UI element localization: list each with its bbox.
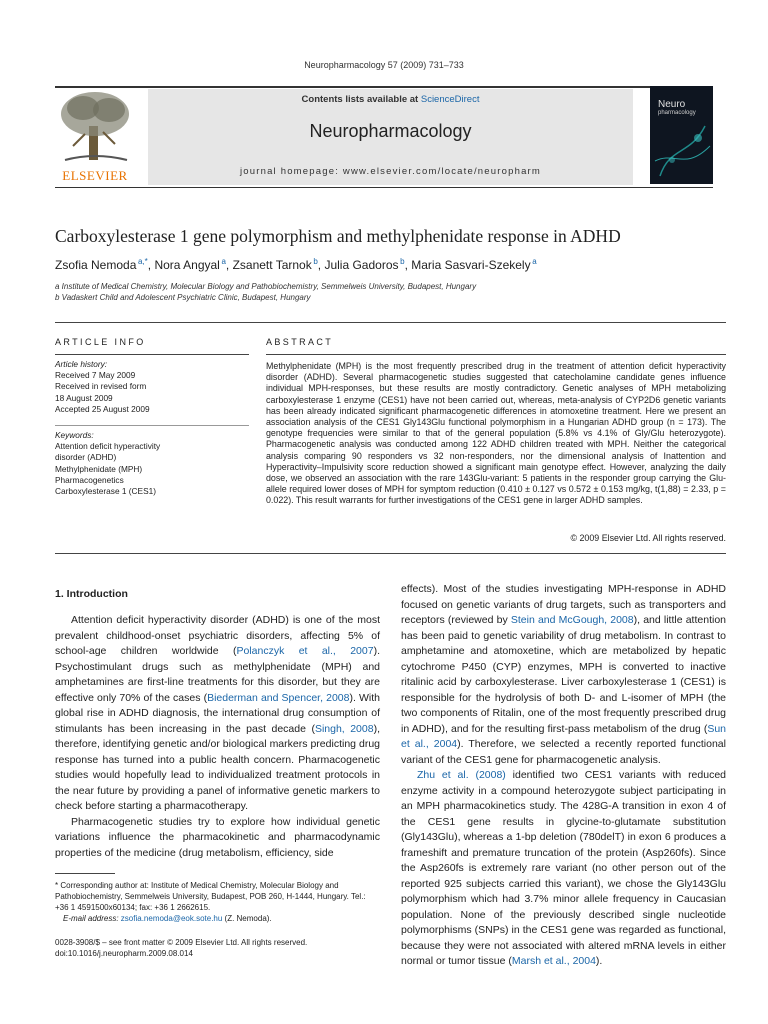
author-affiliation-mark[interactable]: a — [221, 257, 226, 266]
contents-line — [148, 94, 633, 105]
section-heading-introduction: 1. Introduction — [55, 588, 128, 600]
email-suffix: (Z. Nemoda). — [222, 914, 272, 923]
keywords-block — [55, 430, 249, 497]
author-affiliation-mark[interactable]: b — [400, 257, 405, 266]
author-affiliation-mark[interactable]: b — [313, 257, 318, 266]
email-link[interactable]: zsofia.nemoda@eok.sote.hu — [120, 914, 223, 923]
article-info-heading: ARTICLE INFO — [55, 337, 146, 347]
running-head: Neuropharmacology 57 (2009) 731–733 — [304, 60, 464, 70]
author-affiliation-mark[interactable]: a — [532, 257, 537, 266]
keyword: Methylphenidate (MPH) — [55, 463, 143, 474]
journal-name: Neuropharmacology — [309, 121, 472, 141]
cover-title-neuro: Neuro — [658, 99, 686, 110]
footnote-rule — [55, 873, 115, 874]
author-name[interactable]: Maria Sasvari-Szekely — [411, 258, 531, 272]
issn-line: 0028-3908/$ – see front matter © 2009 Elsevier Ltd. All rights reserved. — [55, 938, 308, 947]
abstract-bottom-rule — [55, 553, 726, 554]
history-line: 18 August 2009 — [55, 392, 113, 403]
text-run: Attention deficit hyperactivity disorder (ADHD) is one of the most prevalent childhood-onset psychiatric disorders, affecting 5% of school-age children worldwide ( — [55, 614, 380, 657]
citation-link[interactable]: Marsh et al., 2004 — [511, 955, 596, 967]
keyword: Carboxylesterase 1 (CES1) — [55, 486, 156, 497]
paragraph — [401, 768, 726, 970]
author-list: Zsofia Nemoda $^{a,*}$, Nora Angyal $^a$, Zsanett Tarnok $^b$, Julia Gadoros $^b$, Maria Sasvari-Szekely $^a$ — [55, 257, 537, 272]
corresponding-author-footnote — [55, 880, 380, 924]
paragraph: Pharmacogenetic studies try to explore how individual genetic variations influence the pharmacokinetic and pharmacodynamic properties of the medicine (drug metabolism, efficiency, side — [55, 815, 380, 859]
keywords-rule — [55, 425, 249, 426]
text-run: ), and little attention has been paid to genetic variability of drug metabolism. In contrast to amphetamine and atomoxetine, which are metabolized by hepatic cytochrome P450 (CYP) enzymes, MPH is converted to inactive ritalinic acid by carboxylesterase. Liver carboxylesterase 1 (CES1) is responsible for the hydrolysis of both D- and L-isomer of MPH (the two components of Ritalin, one of the most frequently prescribed drug in ADHD), and for the resulting first-pass metabolism of the drug ( — [401, 614, 726, 735]
history-line: Received 7 May 2009 — [55, 370, 136, 381]
text-run: identified two CES1 variants with reduced enzyme activity in a compound heterozygote subject participating in an MPH pharmacokinetics study. The 428G-A transition in exon 4 of the CES1 gene results in glycine-to-glutamate substitution (Gly143Glu), whereas a 1-bp deletion (780delT) in exon 6 produces a frameshift and premature truncation of the protein (Asp260fs). Since the Asp260fs is extremely rare variant (no other person out of the reported 925 subjects carried this variant), we chose the Gly143Glu polymorphism which had 3.7% minor allele frequency in Caucasian population. None of the previously described single nucleotide polymorphisms (SNPs) in the CES1 gene was regarded as functional, because they were not associated with altered mRNA levels in either normal or tumor tissue ( — [401, 769, 727, 967]
text-run: ), therefore, identifying genetic and/or biological markers predicting drug response has turned into a public health concern. Pharmacogenetic studies would hopefully lead to individualized treatment protocols in the near future by providing a panel of informative genetic markers to check before starting a pharmacotherapy. — [55, 722, 380, 812]
sciencedirect-link[interactable]: ScienceDirect — [420, 94, 480, 105]
corresponding-author-text: * Corresponding author at: Institute of Medical Chemistry, Molecular Biology and Pathobiochemistry, Semmelweis University, Budapest, POB 260, H-1444, Hungary. Tel.: +36 1 4591500x60134; fax: +36 1 2662615. — [55, 881, 366, 912]
author-name[interactable]: Zsanett Tarnok — [232, 258, 312, 272]
article-info-rule — [55, 354, 249, 355]
citation-link[interactable]: Biederman and Spencer, 2008 — [207, 691, 350, 704]
citation-link[interactable]: Zhu et al. (2008) — [417, 769, 506, 781]
paragraph — [401, 582, 726, 768]
text-run: ). With global rise in ADHD diagnosis, the international drug consumption of stimulants has been increasing in the past decade ( — [55, 691, 380, 735]
citation-link[interactable]: Stein and McGough, 2008 — [510, 614, 634, 626]
body-column-left — [55, 613, 380, 861]
header-bottom-rule — [55, 187, 713, 188]
publisher-wordmark: ELSEVIER — [62, 168, 128, 183]
journal-cover-thumbnail — [650, 86, 713, 184]
contents-prefix: Contents lists available at — [301, 94, 421, 105]
article-title: Carboxylesterase 1 gene polymorphism and methylphenidate response in ADHD — [55, 226, 621, 246]
abstract-text: Methylphenidate (MPH) is the most frequently prescribed drug in the treatment of attention deficit hyperactivity disorder (ADHD). Several pharmacogenetic studies suggested that catecholamine candidate genes influence individual MPH-responses, but these results are mostly contradictory. Genetic analyses of MPH metabolizing carboxylesterase 1 enzyme (CES1) have not been carried out, whereas, meta-analysis of CYP2D6 genetic variants has been already indicated significant pharmacogenetic differences in atomoxetine treatment. Here we present an association analysis of the CES1 Gly143Glu functional polymorphism in a Hungarian ADHD group (n = 173). The genotype frequencies were similar to that of the general population (5.8% vs 4.1% of Gly/Glu heterozygote). Pharmacogenetic analysis was conducted among 122 ADHD children treated with MPH. Neither the categorical analysis comparing 90 responders vs 32 non-responders, nor the dimensional analysis of Inattention and Hyperactivity–Impulsivity score reduction showed a significant main genotype effect. However, analyzing the daily dose, we observed an association with the rare 143Glu-variant: 5 patients in the responder group carrying the Glu-allele required lower doses of MPH for symptom reduction (0.410 ± 0.127 vs 0.572 ± 0.153 mg/kg, t(1,88) = 2.33, p = 0.022). This result warrants for further investigations of the CES1 gene in larger ADHD samples. — [266, 361, 726, 506]
section-divider — [55, 322, 726, 323]
journal-homepage[interactable]: journal homepage: www.elsevier.com/locate/neuropharm — [239, 166, 542, 177]
article-history — [55, 359, 249, 415]
keyword: disorder (ADHD) — [55, 452, 117, 463]
doi-line[interactable]: doi:10.1016/j.neuropharm.2009.08.014 — [55, 949, 193, 958]
keyword: Pharmacogenetics — [55, 474, 124, 485]
text-run: ). Psychostimulant drugs such as methylphenidate (MPH) and amphetamines are first-line treatments for this disorder, but they are effective only 70% of the cases ( — [55, 645, 381, 704]
author-name[interactable]: Zsofia Nemoda — [55, 258, 137, 272]
email-label: E-mail address: — [63, 914, 121, 923]
author-name[interactable]: Nora Angyal — [154, 258, 220, 272]
text-run: effects). Most of the studies investigating MPH-response in ADHD focused on genetic variants of drug targets, such as transporters and receptors (reviewed by — [401, 583, 726, 626]
history-line: Accepted 25 August 2009 — [55, 403, 150, 414]
page-footer — [55, 937, 380, 959]
paragraph — [55, 613, 380, 815]
abstract-copyright: © 2009 Elsevier Ltd. All rights reserved. — [570, 533, 726, 543]
text-run: ). — [595, 955, 603, 967]
author-affiliation-mark[interactable]: a,* — [137, 257, 148, 266]
keywords-label: Keywords: — [55, 430, 94, 440]
body-column-right — [401, 582, 726, 970]
affiliation-a: a Institute of Medical Chemistry, Molecular Biology and Pathobiochemistry, Semmelweis University, Budapest, Hungary — [55, 282, 477, 291]
citation-link[interactable]: Singh, 2008 — [314, 722, 374, 735]
author-name[interactable]: Julia Gadoros — [324, 258, 399, 272]
header-top-rule — [55, 86, 713, 88]
email-line — [55, 913, 380, 924]
citation-link[interactable]: Polanczyk et al., 2007 — [236, 645, 374, 657]
history-line: Received in revised form — [55, 381, 147, 392]
text-run: ). Therefore, we selected a recently reported functional variant of the CES1 gene for pharmacogenetic analysis. — [401, 738, 726, 766]
abstract-rule — [266, 354, 726, 355]
affiliation-b: b Vadaskert Child and Adolescent Psychiatric Clinic, Budapest, Hungary — [55, 293, 311, 302]
keyword: Attention deficit hyperactivity — [55, 441, 161, 452]
citation-link[interactable]: Sun et al., 2004 — [401, 722, 726, 750]
article-history-label: Article history: — [55, 359, 108, 369]
cover-title-pharmacology: pharmacology — [658, 110, 696, 116]
abstract-heading: ABSTRACT — [266, 337, 334, 347]
